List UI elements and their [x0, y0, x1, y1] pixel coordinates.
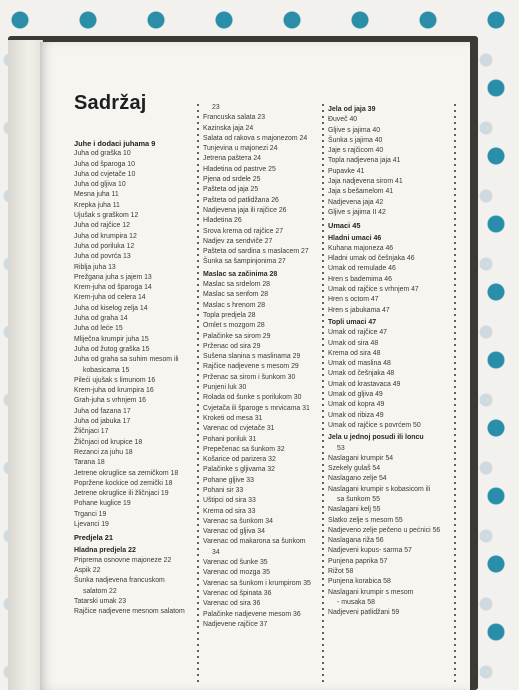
- toc-entry: Umak od rajčice s vrhnjem 47: [328, 286, 419, 294]
- toc-entry: Žličnjaci 17: [74, 428, 109, 436]
- toc-entry: kobasicama 15: [83, 366, 130, 374]
- toc-entry: 23: [212, 104, 220, 111]
- toc-entry: - musaka 58: [337, 598, 375, 606]
- toc-entry: Nadjevena jaja 42: [328, 198, 384, 206]
- toc-subsection-heading: Topli umaci 47: [328, 318, 377, 326]
- toc-entry: Mliječna krumpir juha 15: [74, 335, 149, 343]
- toc-entry: Jaje s rajčicom 40: [328, 147, 384, 155]
- toc-entry: Pohani sir 33: [203, 486, 244, 494]
- toc-entry: Prženac od sira 29: [203, 342, 261, 350]
- toc-entry: Maslac sa senfom 28: [203, 291, 269, 299]
- toc-entry: Naslagano zelje 54: [328, 475, 387, 483]
- toc-entry: Jetrene okruglice ili žličnjaci 19: [74, 490, 169, 498]
- toc-entry: Pašteta od sardina s maslacem 27: [203, 248, 309, 256]
- toc-entry: Rajčice nadjevene mesnom salatom: [74, 608, 185, 616]
- toc-entry: Gljive s jajima II 42: [328, 208, 386, 216]
- toc-entry: Ujušak s graškom 12: [74, 212, 139, 220]
- toc-entry: Trganci 19: [74, 510, 107, 518]
- column-divider: [197, 102, 199, 684]
- toc-entry: Pohane kuglice 19: [74, 500, 131, 508]
- toc-entry: Slatko zelje s mesom 55: [328, 516, 403, 524]
- toc-entry: Francuska salata 23: [203, 114, 266, 122]
- toc-entry: Juha od graha sa suhim mesom ili: [74, 356, 179, 364]
- toc-entry: Juha od leće 15: [74, 325, 123, 333]
- toc-entry: Aspik 22: [74, 567, 101, 575]
- toc-entry: Gljive s jajima 40: [328, 126, 381, 134]
- toc-entry: Tunjevina u majonezi 24: [203, 145, 278, 153]
- toc-entry: Nadjev za sendviče 27: [203, 237, 273, 245]
- page-stack-edge: [8, 40, 43, 690]
- toc-entry: Nadjeveni kupus- sarma 57: [328, 547, 412, 555]
- toc-entry: Szekely gulaš 54: [328, 465, 381, 473]
- toc-entry: Umak od sira 48: [328, 339, 379, 347]
- toc-entry: Jaja nadjevena sirom 41: [328, 178, 403, 186]
- toc-entry: Juha od šparoga 10: [74, 160, 135, 168]
- toc-entry: Juha od fazana 17: [74, 407, 131, 415]
- toc-entry: Nadjeveni patlidžani 59: [328, 609, 400, 617]
- toc-entry: Naslagana riža 56: [328, 537, 384, 545]
- toc-entry: Punjena paprika 57: [328, 557, 388, 565]
- toc-entry: Varenac sa šunkom 34: [203, 517, 273, 525]
- toc-entry: Umak od kopra 49: [328, 401, 385, 409]
- toc-entry: Juha od cvjetače 10: [74, 170, 136, 178]
- toc-entry: salatom 22: [83, 587, 117, 595]
- toc-entry: Varenac od sira 36: [203, 600, 261, 608]
- toc-entry: Cvjetača ili šparoge s mrvicama 31: [203, 404, 310, 412]
- toc-entry: Topla predjela 28: [203, 311, 256, 319]
- toc-entry: Kuhana majoneza 46: [328, 244, 394, 252]
- toc-subsection-heading: Hladni umaci 46: [328, 234, 382, 242]
- toc-entry: Umak od rajčice s povrćem 50: [328, 421, 421, 429]
- toc-entry: Umak od rajčice 47: [328, 329, 387, 337]
- toc-entry: Palačinke s gljivama 32: [203, 466, 276, 474]
- toc-entry: Rolada od šunke s porilukom 30: [203, 394, 302, 402]
- toc-subsection-heading: Hladna predjela 22: [74, 546, 136, 554]
- toc-entry: Juha od graška 10: [74, 150, 131, 158]
- toc-entry: Kazinska jaja 24: [203, 124, 254, 132]
- toc-entry: Varenac sa šunkom i krumpirom 35: [203, 579, 311, 587]
- toc-entry: Pašteta od patlidžana 26: [203, 196, 279, 204]
- toc-entry: Prepečenac sa šunkom 32: [203, 445, 285, 453]
- toc-entry: Pileći ujušak s limunom 16: [74, 376, 156, 384]
- toc-section-heading: Juhe i dodaci juhama 9: [74, 139, 156, 148]
- toc-entry: Pupavke 41: [328, 167, 365, 175]
- toc-entry: Hladetina od pastrve 25: [203, 165, 276, 173]
- toc-column-1: [74, 139, 196, 618]
- toc-entry: Krem-juha od šparoga 14: [74, 284, 152, 292]
- toc-entry: Krema od sira 33: [203, 507, 256, 515]
- toc-section-heading: Umaci 45: [328, 221, 361, 231]
- toc-entry: Nadjevene rajčice 37: [203, 620, 268, 628]
- toc-entry: Tarana 18: [74, 459, 105, 467]
- toc-entry: Umak od maslina 48: [328, 360, 391, 368]
- toc-entry: Umak od ribiza 49: [328, 411, 384, 419]
- toc-entry: Tatarski umak 23: [74, 598, 127, 606]
- page-title: Sadržaj: [74, 92, 147, 114]
- toc-entry: Juha od krumpira 12: [74, 232, 137, 240]
- toc-entry: Varenac od cvjetače 31: [203, 425, 275, 433]
- toc-entry: Jetrene okruglice sa zemičkom 18: [74, 469, 179, 477]
- toc-entry: Jaja s bešamelom 41: [328, 188, 394, 196]
- toc-entry: Kroketi od mesa 31: [203, 414, 263, 422]
- toc-entry: Jetrena paštета 24: [203, 155, 262, 163]
- toc-entry: Juha od poriluka 12: [74, 242, 135, 250]
- toc-entry: Grah-juha s vrhnjem 16: [74, 397, 147, 405]
- toc-entry: Srova krema od rajčice 27: [203, 227, 284, 235]
- toc-entry: Nadjevena jaja ili rajčice 26: [203, 206, 287, 214]
- toc-entry: Uštipci od sira 33: [203, 497, 256, 505]
- toc-entry: Varenac od šunke 35: [203, 559, 268, 567]
- toc-entry: sa šunkom 55: [337, 495, 380, 503]
- toc-entry: Krem-juha od krumpira 16: [74, 387, 154, 395]
- toc-entry: Umak od gljiva 49: [328, 391, 383, 399]
- toc-entry: Punjeni luk 30: [203, 384, 247, 392]
- toc-entry: Hren s octom 47: [328, 296, 379, 304]
- toc-entry: Žličnjaci od krupice 18: [74, 438, 143, 446]
- toc-entry: Topla nadjevena jaja 41: [328, 157, 401, 165]
- toc-entry: Varenac od makarona sa šunkom: [203, 538, 306, 546]
- toc-column-3: [328, 103, 458, 619]
- toc-entry: Palačinke sa sirom 29: [203, 332, 271, 340]
- toc-entry: Rižot 58: [328, 568, 354, 576]
- toc-column-2: [203, 103, 325, 630]
- toc-entry: Pohani poriluk 31: [203, 435, 257, 443]
- toc-entry: Košarice od parizera 32: [203, 456, 276, 464]
- toc-entry: Pripremа osnovne majoneze 22: [74, 556, 172, 564]
- toc-entry: Varenac od gljiva 34: [203, 528, 265, 536]
- toc-subsection-heading: Maslac sa začinima 28: [203, 270, 278, 278]
- toc-entry: Šunka sa šampinjonima 27: [203, 258, 286, 266]
- toc-entry: Juha od rajčice 12: [74, 222, 130, 230]
- toc-entry: Prženac sa sirom i šunkom 30: [203, 373, 296, 381]
- toc-entry: Naslagani krumpir s mesom: [328, 588, 414, 596]
- toc-entry: Varenac od mozga 35: [203, 569, 270, 577]
- toc-entry: Juha od gljiva 10: [74, 181, 126, 189]
- toc-entry: Rezanci za juhu 18: [74, 448, 133, 456]
- toc-entry: Nadjeveno zelje pečeno u pećnici 56: [328, 526, 441, 534]
- toc-entry: Umak od češnjaka 48: [328, 370, 395, 378]
- book-page: [40, 42, 470, 690]
- toc-entry: Riblja juha 13: [74, 263, 116, 271]
- toc-entry: Rajčice nadjevene s mesom 29: [203, 363, 299, 371]
- toc-entry: Salata od rakova s majonezom 24: [203, 134, 308, 142]
- toc-entry: Krema od sira 48: [328, 349, 381, 357]
- toc-entry: Naslagani kelj 55: [328, 506, 381, 514]
- toc-entry: Punjena korabica 58: [328, 578, 391, 586]
- toc-entry: Palačinke nadjevene mesom 36: [203, 610, 301, 618]
- toc-entry: Šunka nadjevena francuskom: [74, 577, 165, 585]
- toc-entry: Pašteta od jaja 25: [203, 186, 259, 194]
- toc-entry: Ljevanci 19: [74, 520, 109, 528]
- toc-entry: Maslac sa srdelom 28: [203, 281, 271, 289]
- toc-entry: Naslagani krumpir 54: [328, 454, 394, 462]
- toc-entry: 34: [212, 548, 220, 556]
- toc-entry: Krem-juha od celera 14: [74, 294, 146, 302]
- toc-entry: Prežgana juha s jajem 13: [74, 273, 152, 281]
- toc-entry: Hladni umak od češnjaka 46: [328, 255, 415, 263]
- toc-entry: Juha od povrća 13: [74, 253, 131, 261]
- toc-entry: Varenac od špinata 36: [203, 589, 272, 597]
- toc-entry: Pjena od srdele 25: [203, 176, 261, 184]
- toc-entry: Juha od graha 14: [74, 315, 128, 323]
- toc-entry: Juha od kiselog zelja 14: [74, 304, 148, 312]
- toc-entry: Juha od žutog graška 15: [74, 345, 150, 353]
- toc-entry: Sušena slanina s maslinama 29: [203, 353, 301, 361]
- toc-entry: Hren s jabukama 47: [328, 306, 390, 314]
- toc-entry: Šunka s jajima 40: [328, 136, 383, 144]
- toc-entry: Umak od krastavaca 49: [328, 380, 401, 388]
- toc-entry: Hren s bademima 46: [328, 275, 392, 283]
- toc-entry: Naslagani krumpir s kobasicom ili: [328, 485, 431, 493]
- toc-section-heading: Predjela 21: [74, 533, 114, 543]
- toc-entry: Omlet s mozgom 28: [203, 322, 265, 330]
- toc-entry: Poprženе kockice od zemički 18: [74, 479, 173, 487]
- toc-subsection-heading: Jela od jaja 39: [328, 106, 376, 113]
- toc-entry: Hladetina 26: [203, 217, 242, 225]
- toc-entry: 53: [337, 444, 345, 452]
- toc-entry: Pohane gljive 33: [203, 476, 254, 484]
- toc-entry: Đuveč 40: [328, 116, 358, 124]
- toc-entry: Krepka juha 11: [74, 201, 120, 209]
- toc-subsection-heading: Jela u jednoj posudi ili loncu: [328, 434, 424, 442]
- toc-entry: Umak od remulade 46: [328, 265, 396, 273]
- toc-entry: Mesna juha 11: [74, 191, 119, 199]
- toc-entry: Maslac s hrenom 28: [203, 301, 266, 309]
- toc-entry: Juha od jabuka 17: [74, 418, 131, 426]
